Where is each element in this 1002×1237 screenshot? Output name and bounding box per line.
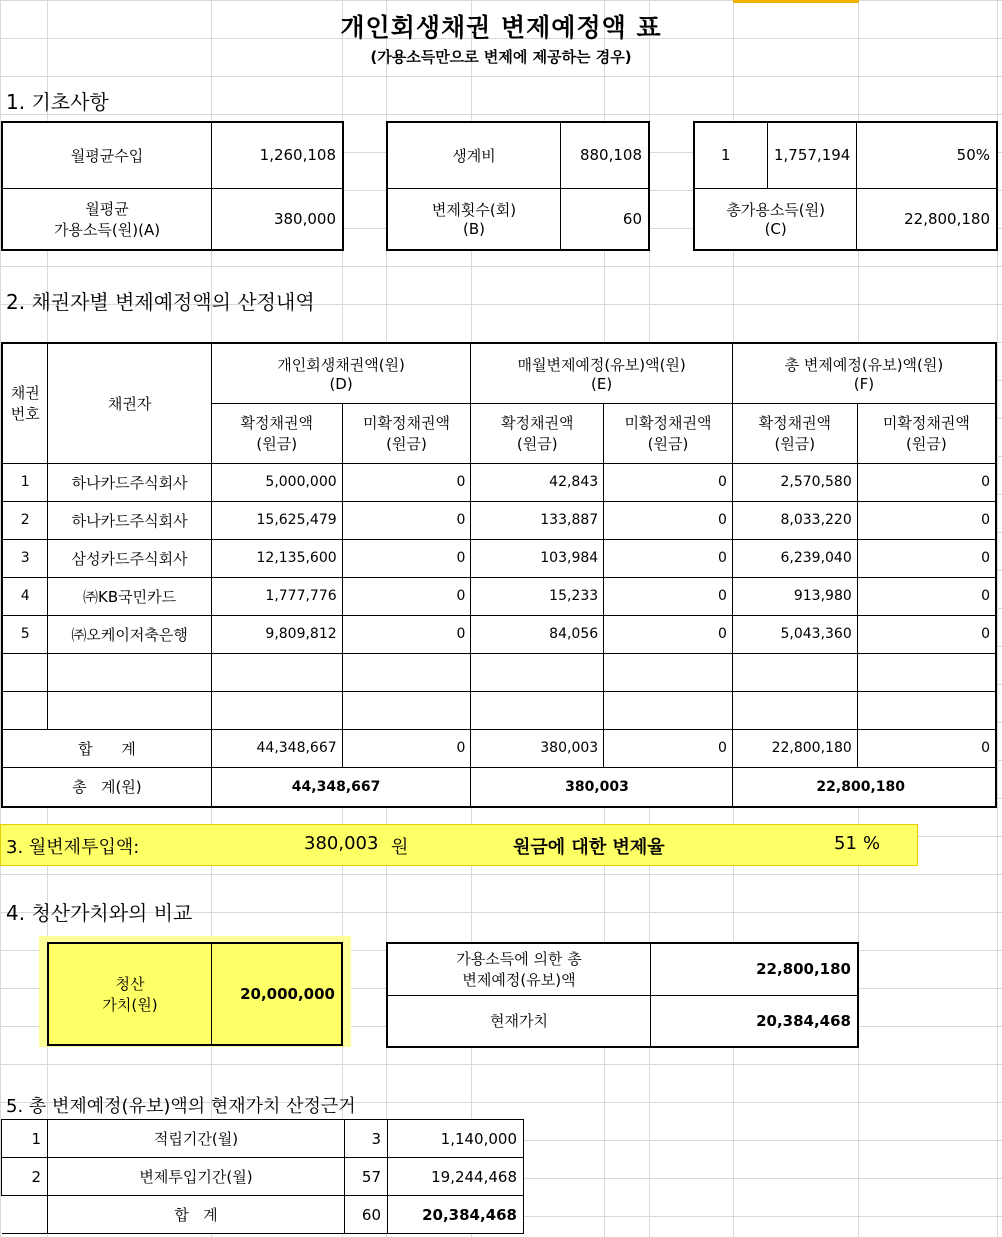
subtotal-label: 합 계 xyxy=(2,729,211,767)
subheader-d-unfixed xyxy=(342,403,471,463)
creditor-row xyxy=(2,501,996,539)
monthly-fixed: 133,887 xyxy=(471,501,604,539)
empty-row xyxy=(2,691,996,729)
claim-unfixed: 0 xyxy=(342,463,471,501)
subheader-d-fixed-line2: (원금) xyxy=(256,435,298,453)
avail-income-label xyxy=(2,188,212,250)
section-5-heading: 5. 총 변제예정(유보)액의 현재가치 산정근거 xyxy=(6,1096,356,1117)
grand-total-f: 22,800,180 xyxy=(732,767,996,807)
repay-rate-pct: % xyxy=(863,833,881,854)
basic-info-table-1 xyxy=(1,121,344,251)
repay-rate-value: 51 xyxy=(834,833,857,854)
creditor-row xyxy=(2,539,996,577)
avail-income-label-line1: 월평균 xyxy=(85,199,129,218)
creditor-no: 4 xyxy=(2,577,48,615)
subtotal-e1: 380,003 xyxy=(471,729,604,767)
claim-fixed: 9,809,812 xyxy=(211,615,342,653)
header-monthly-repay xyxy=(471,343,733,403)
basis-rows xyxy=(2,1120,524,1196)
creditor-no: 1 xyxy=(2,463,48,501)
claim-fixed: 12,135,600 xyxy=(211,539,342,577)
subtotal-d1: 44,348,667 xyxy=(211,729,342,767)
present-value-table xyxy=(386,942,859,1048)
total-unfixed: 0 xyxy=(857,539,996,577)
creditor-no: 2 xyxy=(2,501,48,539)
monthly-unfixed: 0 xyxy=(604,615,733,653)
subheader-d-unfixed-line1: 미확정채권액 xyxy=(363,414,450,432)
total-unfixed: 0 xyxy=(857,501,996,539)
basis-label: 적립기간(월) xyxy=(48,1120,345,1158)
liquidation-value: 20,000,000 xyxy=(212,943,343,1045)
subheader-f-fixed-line2: (원금) xyxy=(774,435,816,453)
monthly-income-value: 1,260,108 xyxy=(212,122,344,188)
avail-income-label-line2: 가용소득(원)(A) xyxy=(53,220,161,239)
monthly-unfixed: 0 xyxy=(604,501,733,539)
page-title: 개인회생채권 변제예정액 표 xyxy=(340,13,662,42)
basic-info-table-3 xyxy=(693,121,998,251)
subheader-f-unfixed xyxy=(857,403,996,463)
total-avail-label xyxy=(694,188,857,250)
subheader-e-unfixed-line1: 미확정채권액 xyxy=(624,414,712,432)
present-value-label: 현재가치 xyxy=(387,995,651,1047)
section-4-heading: 4. 청산가치와의 비교 xyxy=(6,901,193,925)
creditor-rows xyxy=(2,463,996,653)
monthly-fixed: 103,984 xyxy=(471,539,604,577)
claim-fixed: 5,000,000 xyxy=(211,463,342,501)
header-f-line1: 총 변제예정(유보)액(원) xyxy=(784,355,944,374)
basis-total-label: 합 계 xyxy=(48,1196,345,1234)
total-avail-label-line2: (C) xyxy=(764,220,787,239)
creditor-name: 삼성카드주식회사 xyxy=(48,539,211,577)
basis-total-months: 60 xyxy=(345,1196,388,1234)
header-creditor: 채권자 xyxy=(48,343,211,463)
creditor-no: 5 xyxy=(2,615,48,653)
basis-total-amount: 20,384,468 xyxy=(388,1196,524,1234)
header-d-line1: 개인회생채권액(원) xyxy=(277,355,405,374)
total-repay-label-line2: 변제예정(유보)액 xyxy=(462,971,576,990)
total-repay-label xyxy=(387,943,651,995)
subtotal-e2: 0 xyxy=(604,729,733,767)
claim-fixed: 15,625,479 xyxy=(211,501,342,539)
subtotal-row xyxy=(2,729,996,767)
header-no-line1: 채권 xyxy=(10,384,40,403)
monthly-repay-unit: 원 xyxy=(391,837,409,858)
basis-total-row xyxy=(2,1196,524,1234)
monthly-unfixed: 0 xyxy=(604,463,733,501)
liquidation-table xyxy=(47,942,343,1046)
total-fixed: 8,033,220 xyxy=(732,501,857,539)
creditor-name: ㈜KB국민카드 xyxy=(48,577,211,615)
present-value-basis-table xyxy=(1,1119,524,1234)
basis-label: 변제투입기간(월) xyxy=(48,1158,345,1196)
subheader-d-fixed-line1: 확정채권액 xyxy=(240,414,313,432)
total-repay-value: 22,800,180 xyxy=(651,943,859,995)
claim-unfixed: 0 xyxy=(342,577,471,615)
basis-total-empty xyxy=(2,1196,48,1234)
subheader-f-unfixed-line1: 미확정채권액 xyxy=(882,414,970,432)
monthly-income-label: 월평균수입 xyxy=(2,122,212,188)
grand-total-label: 총 계(원) xyxy=(2,767,211,807)
header-e-line1: 매월변제예정(유보)액(원) xyxy=(517,355,686,374)
subheader-f-fixed xyxy=(732,403,857,463)
base-living-cost: 1,757,194 xyxy=(768,122,857,188)
page-subtitle: (가용소득만으로 변제에 제공하는 경우) xyxy=(370,48,632,66)
header-e-line2: (E) xyxy=(591,374,613,393)
monthly-fixed: 42,843 xyxy=(471,463,604,501)
header-no-line2: 번호 xyxy=(10,405,40,424)
total-fixed: 2,570,580 xyxy=(732,463,857,501)
subheader-e-fixed xyxy=(471,403,604,463)
subtotal-d2: 0 xyxy=(342,729,471,767)
basis-no: 1 xyxy=(2,1120,48,1158)
creditor-no: 3 xyxy=(2,539,48,577)
household-count: 1 xyxy=(694,122,768,188)
section-2-heading: 2. 채권자별 변제예정액의 산정내역 xyxy=(6,290,315,314)
creditor-table xyxy=(1,342,997,808)
subtotal-f1: 22,800,180 xyxy=(732,729,857,767)
liquidation-label-line1: 청산 xyxy=(115,975,145,993)
basis-months: 3 xyxy=(345,1120,388,1158)
monthly-fixed: 84,056 xyxy=(471,615,604,653)
empty-row xyxy=(2,653,996,691)
repay-count-label-line1: 변제횟수(회) xyxy=(431,201,517,220)
living-cost-value: 880,108 xyxy=(561,122,650,188)
subheader-f-unfixed-line2: (원금) xyxy=(906,435,947,453)
repay-count-label xyxy=(387,188,561,250)
monthly-fixed: 15,233 xyxy=(471,577,604,615)
monthly-unfixed: 0 xyxy=(604,539,733,577)
creditor-row xyxy=(2,577,996,615)
header-f-line2: (F) xyxy=(853,374,875,393)
monthly-repay-bar xyxy=(0,824,918,866)
selected-column-marker xyxy=(733,0,859,3)
basis-amount: 1,140,000 xyxy=(388,1120,524,1158)
claim-fixed: 1,777,776 xyxy=(211,577,342,615)
present-value-value: 20,384,468 xyxy=(651,995,859,1047)
header-claim-amount xyxy=(211,343,471,403)
header-total-repay xyxy=(732,343,996,403)
total-fixed: 5,043,360 xyxy=(732,615,857,653)
total-avail-value: 22,800,180 xyxy=(857,188,997,250)
basis-amount: 19,244,468 xyxy=(388,1158,524,1196)
subheader-e-unfixed-line2: (원금) xyxy=(647,435,689,453)
basis-months: 57 xyxy=(345,1158,388,1196)
basic-info-table-2 xyxy=(386,121,650,251)
creditor-name: 하나카드주식회사 xyxy=(48,501,211,539)
basis-row xyxy=(2,1120,524,1158)
repay-count-label-line2: (B) xyxy=(463,220,485,239)
total-unfixed: 0 xyxy=(857,577,996,615)
header-creditor-no xyxy=(2,343,48,463)
grand-total-row xyxy=(2,767,996,807)
liquidation-label xyxy=(48,943,212,1045)
claim-unfixed: 0 xyxy=(342,539,471,577)
creditor-row xyxy=(2,463,996,501)
living-ratio: 50% xyxy=(857,122,997,188)
total-avail-label-line1: 총가용소득(원) xyxy=(726,201,825,220)
avail-income-value: 380,000 xyxy=(212,188,344,250)
grand-total-d: 44,348,667 xyxy=(211,767,471,807)
basis-no: 2 xyxy=(2,1158,48,1196)
subheader-e-fixed-line2: (원금) xyxy=(516,435,558,453)
creditor-name: 하나카드주식회사 xyxy=(48,463,211,501)
monthly-repay-amount: 380,003 xyxy=(304,833,379,854)
liquidation-label-line2: 가치(원) xyxy=(102,996,158,1014)
grand-total-e: 380,003 xyxy=(471,767,733,807)
subheader-f-fixed-line1: 확정채권액 xyxy=(758,414,832,432)
repay-count-value: 60 xyxy=(561,188,650,250)
subheader-e-unfixed xyxy=(604,403,733,463)
living-cost-label: 생계비 xyxy=(387,122,561,188)
total-repay-label-line1: 가용소득에 의한 총 xyxy=(456,950,582,969)
claim-unfixed: 0 xyxy=(342,501,471,539)
creditor-name: ㈜오케이저축은행 xyxy=(48,615,211,653)
monthly-unfixed: 0 xyxy=(604,577,733,615)
total-fixed: 913,980 xyxy=(732,577,857,615)
subheader-d-unfixed-line2: (원금) xyxy=(386,435,427,453)
header-d-line2: (D) xyxy=(329,374,353,393)
section-1-heading: 1. 기초사항 xyxy=(6,90,109,114)
total-fixed: 6,239,040 xyxy=(732,539,857,577)
subheader-d-fixed xyxy=(211,403,342,463)
repay-rate-label: 원금에 대한 변제율 xyxy=(513,837,665,858)
basis-row xyxy=(2,1158,524,1196)
claim-unfixed: 0 xyxy=(342,615,471,653)
total-unfixed: 0 xyxy=(857,615,996,653)
section-3-heading: 3. 월변제투입액: xyxy=(6,837,140,858)
subheader-e-fixed-line1: 확정채권액 xyxy=(501,414,574,432)
subtotal-f2: 0 xyxy=(857,729,996,767)
total-unfixed: 0 xyxy=(857,463,996,501)
creditor-row xyxy=(2,615,996,653)
